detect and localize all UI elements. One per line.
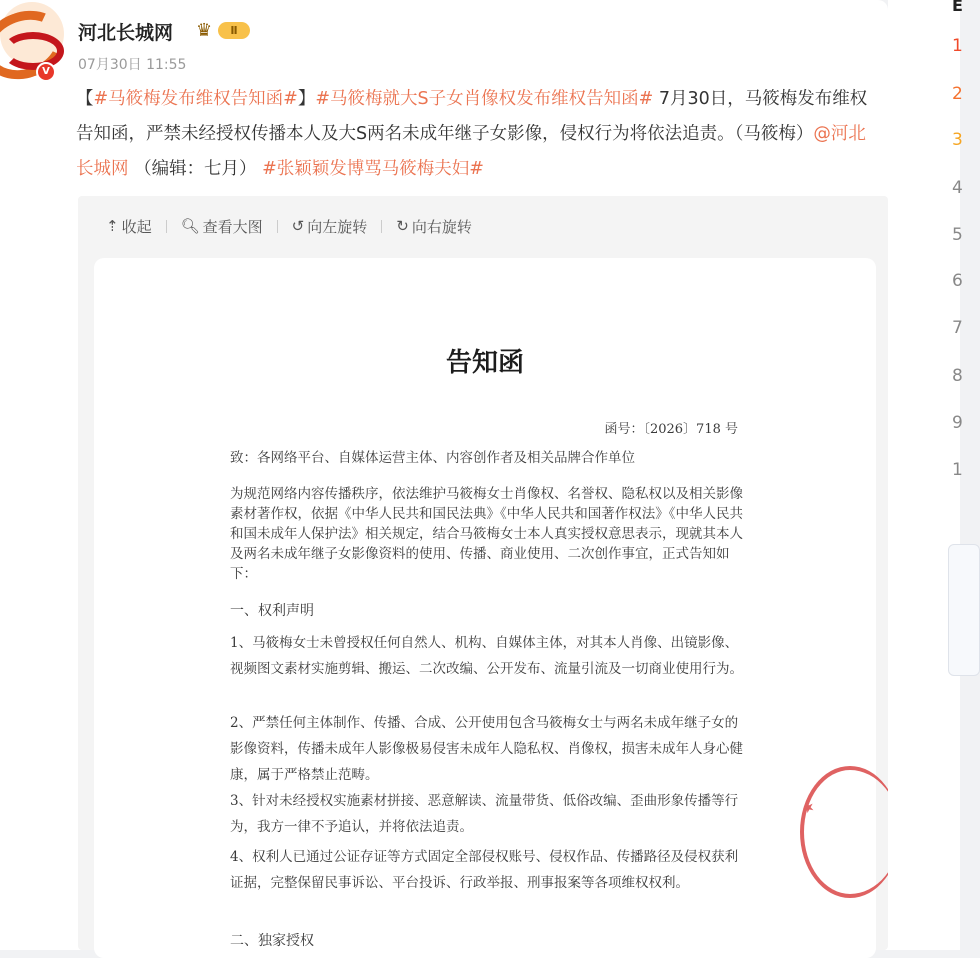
document-recipients: 致：各网络平台、自媒体运营主体、内容创作者及相关品牌合作单位 <box>230 450 635 466</box>
rank-number[interactable]: 9 <box>952 413 963 433</box>
topic-tag-2[interactable]: #马筱梅就大S子女肖像权发布维权告知函# <box>315 89 654 109</box>
collapse-button[interactable] <box>106 216 152 237</box>
rank-number[interactable]: 4 <box>952 178 963 198</box>
rank-number[interactable]: 7 <box>952 318 963 338</box>
rank-number[interactable]: 5 <box>952 225 963 245</box>
document-title: 告知函 <box>445 348 524 378</box>
document-item-3: 3、针对未经授权实施素材拼接、恶意解读、流量带货、低俗改编、歪曲形象传播等行为，我方一律不予追认，并将依法追责。 <box>230 793 739 835</box>
view-large-button[interactable] <box>181 216 263 237</box>
rank-number[interactable]: 1 <box>952 36 963 56</box>
toolbar-divider <box>166 220 167 233</box>
section-heading-rights: 一、权利声明 <box>230 603 314 619</box>
document-intro: 为规范网络内容传播秩序，依法维护马筱梅女士肖像权、名誉权、隐私权以及相关影像素材著作权，依据《中华人民共和国民法典》《中华人民共和国著作权法》《中华人民共和国未成年人保护法》相关规定，结合马筱梅女士本人真实授权意思表示，现就其本人及两名未成年继子女影像资料的使用、传播、商业使用、二次创作事宜，正式告知如下： <box>230 486 743 582</box>
rotate-left-button[interactable] <box>292 216 368 237</box>
topic-tag-1[interactable]: #马筱梅发布维权告知函# <box>93 89 298 109</box>
document-ref-number: 函号：〔2026〕718 号 <box>604 422 738 437</box>
crown-icon: ♛ <box>196 20 213 41</box>
document-item-2: 2、严禁任何主体制作、传播、合成、公开使用包含马筱梅女士与两名未成年继子女的影像资料，传播未成年人影像极易侵害未成年人隐私权、肖像权，损害未成年人身心健康，属于严格禁止范畴。 <box>230 715 743 783</box>
document-item-1: 1、马筱梅女士未曾授权任何自然人、机构、自媒体主体，对其本人肖像、出镜影像、视频图文素材实施剪辑、搬运、二次改编、公开发布、流量引流及一切商业使用行为。 <box>230 635 743 677</box>
collapse-label: 收起 <box>121 217 152 236</box>
post-time[interactable]: 07月30日 11:55 <box>78 57 187 73</box>
author-avatar[interactable] <box>0 2 64 66</box>
document-item-4: 4、权利人已通过公证存证等方式固定全部侵权账号、侵权作品、传播路径及侵权获利证据，完整保留民事诉讼、平台投诉、行政举报、刑事报案等各项维权权利。 <box>230 849 739 891</box>
sidebar-heading: E <box>952 0 963 15</box>
rank-number[interactable]: 1 <box>952 460 963 480</box>
toolbar-divider <box>277 220 278 233</box>
logo-shape-inner <box>2 32 64 70</box>
section-heading-license: 二、独家授权 <box>230 933 314 949</box>
rank-number[interactable]: 8 <box>952 366 963 386</box>
notice-document-image[interactable] <box>94 258 876 958</box>
bracket-open: 【 <box>76 89 94 109</box>
rank-number[interactable]: 6 <box>952 271 963 291</box>
topic-tag-3[interactable]: #张颖颖发博骂马筱梅夫妇# <box>262 159 484 179</box>
post-text <box>76 82 880 187</box>
magnifier-icon: 🔍︎ <box>180 217 200 235</box>
red-seal-stamp <box>800 766 900 898</box>
verified-icon: V <box>36 62 56 82</box>
rotate-right-label: 向右旋转 <box>411 217 472 236</box>
hot-search-sidebar <box>888 0 963 950</box>
rotate-left-label: 向左旋转 <box>307 217 368 236</box>
rank-number[interactable]: 2 <box>952 84 963 104</box>
toolbar-divider <box>381 220 382 233</box>
seal-lettering: ★ <box>800 798 817 816</box>
rank-number[interactable]: 3 <box>952 130 963 150</box>
collapse-icon: ⇡ <box>106 217 119 235</box>
viewer-toolbar <box>106 214 486 238</box>
vip-badge[interactable]: Ⅱ <box>218 22 250 39</box>
image-viewer <box>78 196 888 950</box>
rotate-right-icon: ↻ <box>396 217 409 235</box>
author-name[interactable]: 河北长城网 <box>78 22 174 44</box>
view-large-label: 查看大图 <box>202 217 263 236</box>
rotate-right-button[interactable] <box>396 216 472 237</box>
sidebar-card[interactable] <box>948 544 980 676</box>
editor-note: （编辑：七月） <box>128 159 263 179</box>
rotate-left-icon: ↺ <box>291 217 305 235</box>
mention-link[interactable]: @河北长城网 <box>76 124 866 179</box>
post-body: 7月30日，马筱梅发布维权告知函，严禁未经授权传播本人及大S两名未成年继子女影像，侵权行为将依法追责。（马筱梅） <box>76 89 868 144</box>
bracket-close: 】 <box>297 89 316 109</box>
